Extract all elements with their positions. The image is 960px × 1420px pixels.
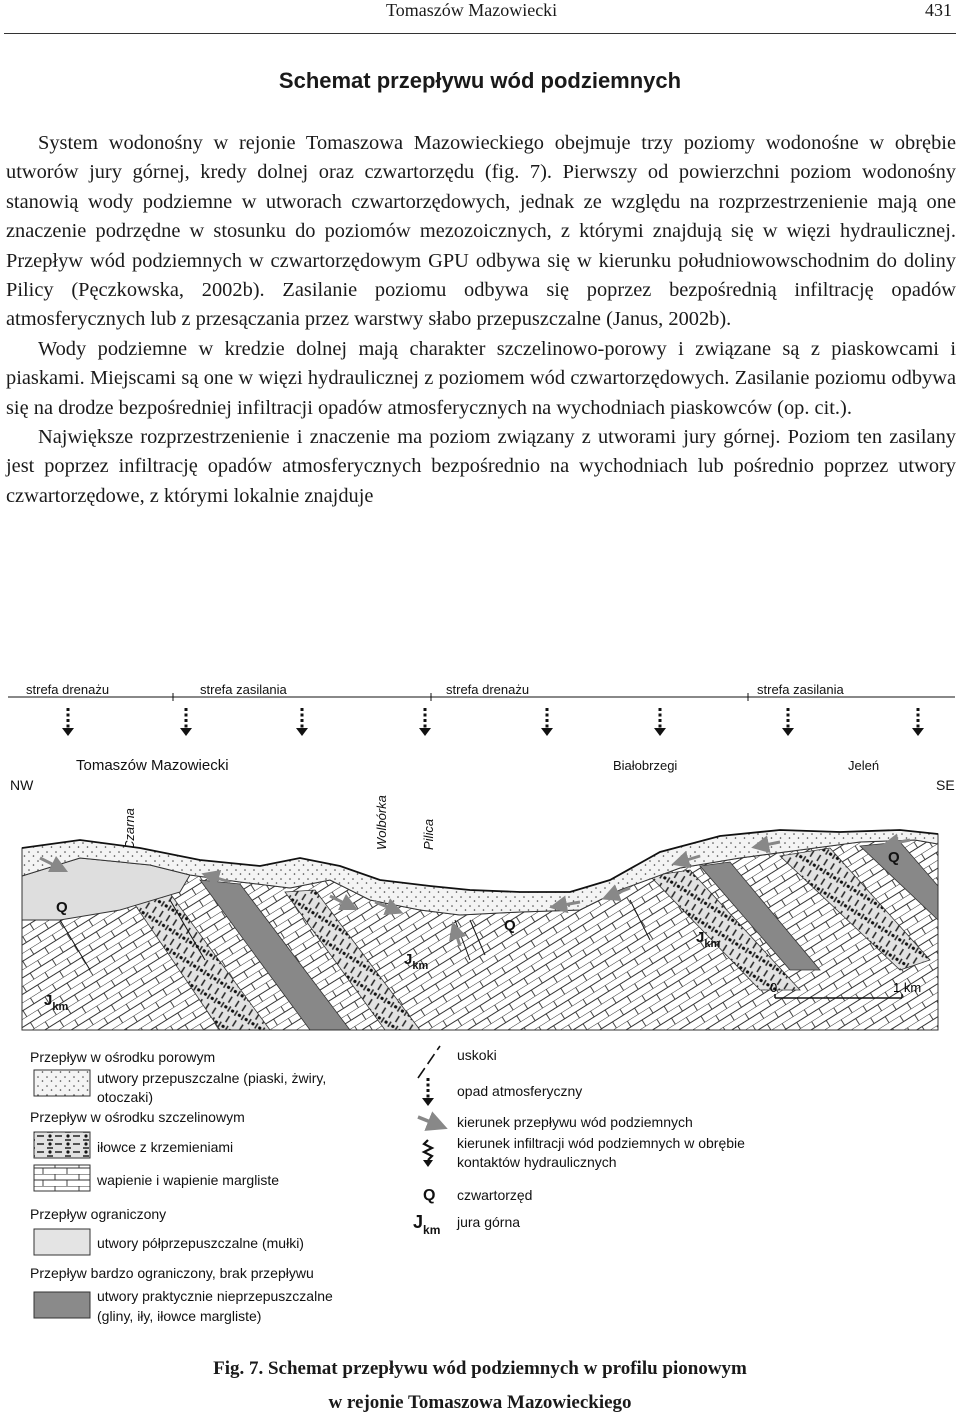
- unit-q-label: Q: [504, 917, 516, 934]
- paragraph: Wody podziemne w kredzie dolnej mają charakter szczelinowo-porowy i związane są z piaskowcami i piaskami. Miejscami są one w więzi hydraulicznej z poziomem wód czwartorzędowych. Zasilanie poziomu odbywa się na drodze bezpośredniej infiltracji opadów atmosferycznych na wychodniach piaskowców (op. cit.).: [6, 337, 956, 419]
- zone-label: strefa zasilania: [757, 682, 844, 697]
- legend-label: kierunek przepływu wód podziemnych: [457, 1114, 693, 1130]
- unit-j-label: $J_{km}$: [44, 992, 69, 1013]
- river-label: Pilica: [421, 818, 436, 850]
- legend-label: czwartorzęd: [457, 1187, 533, 1203]
- scale-start: 0: [770, 980, 778, 995]
- precip-icon: [912, 708, 924, 736]
- legend-heading: Przepływ w ośrodku szczelinowym: [30, 1109, 245, 1125]
- legend-label: utwory praktycznie nieprzepuszczalne: [97, 1288, 333, 1304]
- unit-q-label: Q: [56, 899, 68, 916]
- unit-j-label: $J_{km}$: [404, 951, 429, 972]
- legend-right: [413, 1046, 745, 1237]
- legend-heading: Przepływ bardzo ograniczony, brak przepływu: [30, 1265, 314, 1281]
- legend-label: opad atmosferyczny: [457, 1083, 583, 1099]
- precip-icon: [541, 708, 553, 736]
- precipitation-arrows: [62, 708, 924, 736]
- infiltration-symbol: [424, 1140, 432, 1160]
- j-symbol: $J_{km}$: [413, 1212, 441, 1237]
- q-symbol: Q: [423, 1187, 436, 1204]
- legend-label: kierunek infiltracji wód podziemnych w obrębie: [457, 1135, 745, 1151]
- legend-label: utwory przepuszczalne (piaski, żwiry,: [97, 1070, 327, 1086]
- legend-label: jura górna: [457, 1214, 521, 1230]
- precip-icon: [62, 708, 74, 736]
- precip-icon: [180, 708, 192, 736]
- unit-j-label: $J_{km}$: [696, 929, 721, 950]
- river-label: Czarna: [122, 808, 137, 850]
- cross-section: [22, 830, 938, 1030]
- body-text: [6, 129, 956, 511]
- legend-label: utwory półprzepuszczalne (mułki): [97, 1235, 304, 1251]
- zone-label: strefa zasilania: [200, 682, 287, 697]
- zone-label: strefa drenażu: [26, 682, 110, 697]
- direction-se: SE: [936, 777, 955, 793]
- flow-arrow-symbol: [418, 1117, 438, 1125]
- town-label: Jeleń: [848, 758, 880, 773]
- legend-label: kontaktów hydraulicznych: [457, 1154, 617, 1170]
- hydrogeological-cross-section: [0, 670, 960, 1350]
- paragraph: System wodonośny w rejonie Tomaszowa Mazowieckiego obejmuje trzy poziomy wodonośne w obrębie utworów jury górnej, kredy dolnej oraz czwartorzędu (fig. 7). Pierwszy od powierzchni poziom wodonośny stanowią wody podziemne w utworach czwartorzędowych, jednak ze względu na rozprzestrzenienie mają one znaczenie podrzędne w stosunku do poziomów mezozoicznych, z którymi znajdują się w więzi hydraulicznej. Przepływ wód podziemnych w czwartorzędowym GPU odbywa się w kierunku południowowschodnim do doliny Pilicy (Pęczkowska, 2002b). Zasilanie poziomu odbywa się poprzez bezpośrednią infiltrację opadów atmosferycznych lub z przesączania przez warstwy słabo przepuszczalne (Janus, 2002b).: [6, 132, 956, 331]
- unit-q-label: Q: [888, 849, 900, 866]
- caption-line: w rejonie Tomaszowa Mazowieckiego: [328, 1392, 632, 1413]
- legend-heading: Przepływ ograniczony: [30, 1206, 167, 1222]
- swatch-chert: [34, 1132, 90, 1158]
- page-number: 431: [925, 0, 952, 20]
- legend-label: wapienie i wapienie margliste: [97, 1172, 280, 1188]
- precip-icon: [782, 708, 794, 736]
- swatch-clay: [34, 1292, 90, 1318]
- legend-label: uskoki: [457, 1047, 497, 1063]
- paragraph: Największe rozprzestrzenienie i znaczenie ma poziom związany z utworami jury górnej. Poziom ten zasilany jest poprzez infiltrację opadów atmosferycznych bezpośrednio na wychodniach lub pośrednio poprzez utwory czwartorzędowe, z którymi lokalnie znajduje: [6, 426, 956, 507]
- figure-caption: [0, 1352, 960, 1420]
- swatch-limestone: [34, 1165, 90, 1191]
- legend-heading: Przepływ w ośrodku porowym: [30, 1049, 216, 1065]
- legend-left: [30, 1049, 333, 1324]
- legend-label: otoczaki): [97, 1089, 154, 1105]
- precip-symbol: [422, 1078, 434, 1106]
- legend-label: (gliny, iły, iłowce margliste): [97, 1308, 262, 1324]
- direction-nw: NW: [10, 777, 34, 793]
- precip-icon: [296, 708, 308, 736]
- zone-labels: [26, 682, 844, 697]
- zone-label: strefa drenażu: [446, 682, 530, 697]
- precip-icon: [419, 708, 431, 736]
- section-title: Schemat przepływu wód podziemnych: [278, 68, 682, 93]
- fault-symbol: [418, 1046, 440, 1078]
- precip-icon: [654, 708, 666, 736]
- caption-line: Fig. 7. Schemat przepływu wód podziemnych w profilu pionowym: [213, 1358, 747, 1379]
- swatch-dotted: [34, 1070, 90, 1096]
- scale-end: 1 km: [893, 980, 922, 995]
- swatch-silt: [34, 1229, 90, 1255]
- header-rule: [4, 33, 956, 34]
- town-label: Tomaszów Mazowiecki: [76, 757, 229, 774]
- page-header: [0, 0, 960, 30]
- running-title: Tomaszów Mazowiecki: [386, 0, 558, 20]
- legend-label: iłowce z krzemieniami: [97, 1139, 234, 1155]
- river-label: Wolbórka: [374, 795, 389, 850]
- town-label: Białobrzegi: [613, 758, 678, 773]
- figure-7: [0, 670, 960, 1350]
